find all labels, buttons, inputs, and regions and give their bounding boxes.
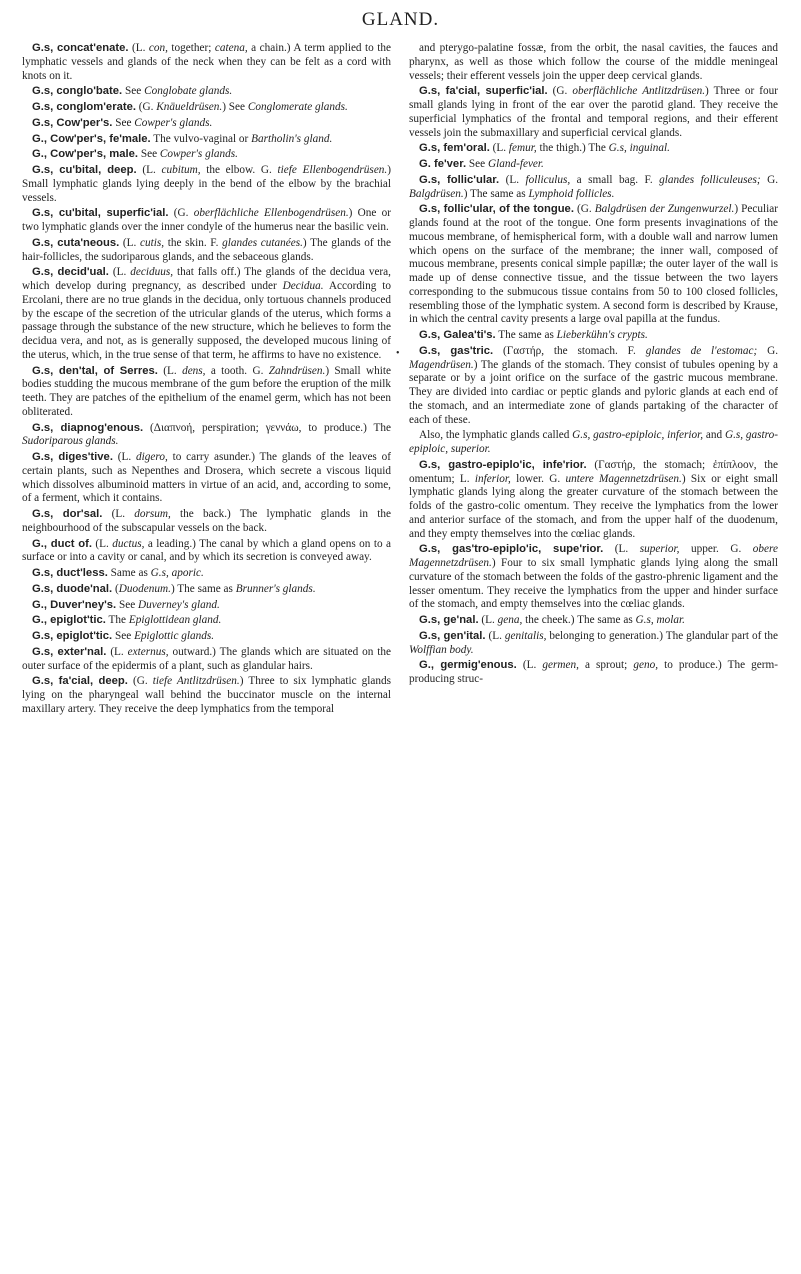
entry-text: (G.: [168, 207, 194, 220]
entry-text: See: [112, 116, 135, 129]
entry-text: Balgdrüsen der Zungenwurzel.: [594, 203, 735, 216]
entry-headword: G.s, follic'ular, of the tongue.: [419, 203, 574, 216]
entry-text: ) Small white bodies studding the mucous membrane of the gum before the eruption of the milk teeth. They are patches of the epithelium of the enamel germ, which has not been obliterated.: [22, 364, 392, 418]
entry-headword: G.s, exter'nal.: [32, 645, 107, 658]
entry-headword: G.s, gas'tro-epiplo'ic, supe'rior.: [419, 543, 604, 556]
entry-text: oberflächliche Ellenbogendrüsen.: [193, 207, 349, 220]
dictionary-entry: [409, 142, 778, 156]
running-head: GLAND.: [361, 9, 440, 30]
entry-headword: G. fe'ver.: [419, 158, 467, 170]
entry-text: the back.) The lymphatic glands in the neighbourhood of the subscapular vessels on the back.: [22, 508, 392, 534]
entry-text: ) The same as: [463, 187, 529, 200]
entry-headword: G., duct of.: [32, 537, 92, 550]
entry-text: G.s, aporic.: [150, 567, 204, 579]
entry-text: G.s, molar.: [635, 614, 685, 626]
dictionary-entry: [22, 646, 391, 674]
entry-text: to produce.) The germ-producing struc-: [409, 659, 778, 685]
entry-text: Knäueldrüsen.: [156, 101, 223, 113]
entry-headword: G.s, gen'ital.: [419, 629, 486, 642]
entry-text: (L.: [108, 266, 131, 279]
entry-text: Duverney's gland.: [138, 598, 220, 611]
entry-text: (L.: [478, 614, 498, 626]
entry-text: a small bag. F.: [570, 173, 660, 186]
entry-headword: G.s, den'tal, of Serres.: [32, 364, 158, 377]
entry-text: The: [105, 614, 129, 627]
entry-text: (: [112, 582, 119, 595]
entry-text: (L.: [157, 364, 183, 377]
entry-text: ) Three or four small glands lying in front of the ear over the parotid gland. They receive the superficial lymphatics of the frontal and temporal regions, and their efferent vessels join the submaxillary and superficial cervical glands.: [409, 85, 779, 139]
dictionary-entry: [22, 599, 391, 613]
entry-text: Conglobate glands.: [144, 85, 233, 98]
entry-text: See: [112, 630, 135, 642]
entry-text: Epiglottic glands.: [134, 630, 215, 642]
entry-text: digero,: [135, 451, 168, 463]
entry-text: ) Three to six lymphatic glands lying on the pharyngeal wall behind the buccinator muscle on the internal maxillary artery. They receive the deep lymphatics from the temporal: [22, 675, 391, 715]
entry-text: (Γαστήρ, the stomach; ἐπίπλοον, the omentum; L.: [409, 458, 778, 485]
dictionary-entry: [409, 429, 778, 457]
entry-text: that falls off.) The glands of the decidua vera, which develop during pregnancy, as described under: [22, 266, 391, 292]
entry-text: Brunner's glands.: [235, 582, 316, 595]
entry-headword: G., Duver'ney's.: [32, 598, 117, 611]
dictionary-entry: [22, 538, 391, 566]
entry-text: (G.: [547, 85, 573, 98]
dictionary-entry: [22, 451, 391, 506]
entry-text: ductus,: [112, 537, 145, 550]
entry-text: See: [466, 158, 488, 170]
entry-text: a leading.) The canal by which a gland opens on to a surface or into a cavity or canal, and by which its secretion is conveyed away.: [22, 537, 392, 564]
entry-text: G.s, gastro-epiploic, inferior,: [572, 429, 704, 442]
entry-text: (G.: [135, 101, 157, 113]
dictionary-entry: [22, 567, 391, 581]
entry-text: glandes de l'estomac;: [645, 344, 758, 357]
bullet-mark: •: [396, 348, 400, 359]
entry-text: ) Peculiar glands found at the root of the tongue. One form presents invaginations of the mucous membrane, of hemispherical form, with a double wall and narrow lumen which opens on the surface of the membrane; the inner wall, composed of mucous membrane, presents conical simple papillæ; the outer layer of the wall is made up of dense connective tissue, and the tissue between the two layers corresponding to the submucous tissue contains from 50 to 100 closed follicles, resembling those of the lymphatic system. A second form is described by Krause, in which the central cavity presents a large oval papilla at the fundus.: [409, 203, 779, 326]
entry-text: inferior,: [474, 472, 511, 485]
entry-headword: G.s, follic'ular.: [419, 173, 500, 186]
entry-headword: G.s, Cow'per's.: [32, 116, 113, 129]
entry-text: untere Magennetzdrüsen.: [565, 472, 682, 485]
entry-text: obere Magennetzdrüsen.: [409, 543, 778, 569]
entry-text: cubitum,: [161, 164, 201, 176]
entry-text: Bartholin's gland.: [251, 132, 333, 145]
entry-text: (L.: [485, 629, 505, 642]
entry-headword: G.s, gas'tric.: [419, 344, 494, 357]
dictionary-entry: [409, 630, 778, 658]
entry-text: G.: [760, 173, 779, 186]
dictionary-entry: [409, 659, 778, 687]
dictionary-entry: [22, 117, 391, 131]
entry-text: folliculus,: [525, 173, 571, 186]
entry-headword: G.s, gastro-epiplo'ic, infe'rior.: [419, 458, 587, 471]
entry-text: (L.: [112, 451, 136, 463]
entry-text: femur,: [508, 142, 537, 155]
entry-text: cutis,: [140, 236, 165, 249]
entry-text: dorsum,: [134, 508, 171, 520]
right-column: [409, 42, 778, 719]
entry-text: (L.: [106, 645, 128, 658]
entry-text: Same as: [107, 567, 151, 579]
entry-text: ) The glands of the hair-follicles, the sudoriparous glands, and the sebaceous glands.: [22, 236, 391, 263]
entry-text: outward.) The glands which are situated on the outer surface of the epidermis of a plant, such as glandular hairs.: [22, 645, 391, 672]
entry-text: Epiglottidean gland.: [128, 614, 222, 627]
entry-text: ) The glands of the stomach. They consist of tubules opening by a separate or by a joint orifice on the surface of the gastric mucous membrane. They are divided into cardiac or peptic glands and pyloric glands at each end of the stomach, and an intermediate zone of glands partaking of the character of each of these.: [409, 358, 778, 426]
dictionary-entry: [22, 133, 391, 147]
entry-headword: G., germig'enous.: [419, 659, 517, 672]
entry-text: Cowper's glands.: [134, 116, 213, 129]
entry-text: tiefe Ellenbogendrüsen.: [277, 164, 388, 176]
dictionary-entry: [22, 85, 391, 99]
entry-text: (L.: [119, 236, 140, 249]
entry-text: (Γαστήρ, the stomach. F.: [493, 344, 646, 357]
entry-text: (L.: [489, 142, 509, 155]
dictionary-entry: [409, 614, 778, 628]
two-column-body: [22, 42, 779, 719]
entry-text: Cowper's glands.: [159, 148, 238, 161]
entry-text: genitalis,: [504, 629, 547, 642]
entry-headword: G.s, conglo'bate.: [32, 85, 123, 98]
entry-text: Zahndrüsen.: [268, 364, 326, 377]
dictionary-entry: [409, 543, 778, 612]
dictionary-entry: [22, 583, 391, 597]
entry-text: Gland-fever.: [487, 158, 544, 170]
entry-text: See: [138, 148, 160, 161]
entry-text: con,: [148, 42, 168, 54]
entry-text: and pterygo-palatine fossæ, from the orbit, the nasal cavities, the fauces and pharynx, as well as those which follow the course of the middle meningeal vessels; their efferent vessels join the upper deep cervical glands.: [409, 42, 778, 82]
entry-text: a chain.) A term applied to the lymphatic vessels and glands of the neck when they can be felt as a cord with knots on it.: [22, 42, 391, 82]
entry-text: (Διαπνοή, perspiration; γεννάω, to produce.) The: [143, 421, 392, 434]
entry-headword: G.s, diapnog'enous.: [32, 421, 144, 434]
entry-text: gena,: [497, 614, 523, 626]
entry-text: ) Six or eight small lymphatic glands lying along the greater curvature of the stomach between the folds of the gastro-colic omentum. They receive the lymphatics from the lower and anterior surface of the stomach, and from the upper half of the duodenum, and they empty themselves into the cœliac glands.: [409, 472, 779, 540]
entry-text: the elbow. G.: [200, 164, 278, 176]
entry-text: the thigh.) The: [536, 142, 609, 155]
entry-text: ) One or two lymphatic glands over the inner condyle of the humerus near the basilic vein.: [22, 207, 392, 233]
entry-headword: G.s, dor'sal.: [32, 508, 103, 520]
dictionary-entry: [22, 675, 391, 716]
entry-text: G.s, gastro-epiploic, superior.: [409, 429, 778, 455]
entry-text: (G.: [573, 203, 595, 216]
entry-headword: G.s, diges'tive.: [32, 451, 113, 463]
entry-headword: G., Cow'per's, fe'male.: [32, 132, 151, 145]
entry-text: Lymphoid follicles.: [528, 187, 615, 200]
entry-text: Lieberkühn's crypts.: [556, 329, 648, 341]
entry-text: externus,: [127, 645, 169, 658]
entry-text: a sprout;: [578, 659, 634, 672]
entry-text: See: [116, 598, 139, 611]
entry-text: geno,: [633, 659, 659, 672]
entry-text: (L.: [91, 537, 113, 550]
dictionary-entry: [409, 174, 778, 202]
entry-headword: G., epiglot'tic.: [32, 614, 106, 627]
entry-headword: G.s, duode'nal.: [32, 582, 113, 595]
entry-text: germen,: [542, 659, 579, 672]
entry-text: ) See: [222, 101, 248, 113]
entry-headword: G.s, fa'cial, deep.: [32, 675, 128, 688]
entry-text: (L.: [499, 173, 526, 186]
dictionary-entry: [22, 148, 391, 162]
entry-text: and: [703, 429, 725, 442]
entry-text: ) The same as: [170, 582, 236, 595]
entry-text: Sudoriparous glands.: [22, 435, 119, 448]
entry-text: together;: [167, 42, 215, 54]
entry-headword: G., Cow'per's, male.: [32, 148, 139, 161]
entry-text: Duodenum.: [118, 582, 171, 595]
entry-text: a tooth. G.: [205, 364, 269, 377]
entry-text: See: [122, 85, 145, 98]
entry-text: belonging to generation.) The glandular part of the: [546, 629, 778, 642]
entry-text: tiefe Antlitzdrüsen.: [152, 675, 240, 688]
dictionary-entry: [22, 365, 391, 420]
entry-text: Also, the lymphatic glands called: [419, 429, 573, 442]
entry-text: (L.: [102, 508, 135, 520]
entry-text: The same as: [495, 329, 557, 341]
entry-text: (L.: [128, 42, 149, 54]
entry-text: catena,: [214, 42, 248, 54]
dictionary-entry: [409, 203, 778, 327]
dictionary-entry: [22, 614, 391, 628]
entry-text: The vulvo-vaginal or: [150, 132, 252, 145]
dictionary-entry: [22, 101, 391, 115]
entry-headword: G.s, fem'oral.: [419, 142, 490, 155]
entry-text: Balgdrüsen.: [409, 187, 464, 200]
dictionary-entry: [22, 164, 391, 205]
entry-text: (L.: [603, 543, 640, 556]
dictionary-entry: [22, 422, 391, 450]
entry-text: Magendrüsen.: [409, 358, 474, 371]
entry-text: upper. G.: [679, 543, 753, 556]
entry-headword: G.s, decid'ual.: [32, 266, 109, 279]
dictionary-entry: [409, 459, 778, 542]
dictionary-entry: [22, 207, 391, 235]
dictionary-entry: [22, 630, 391, 644]
entry-headword: G.s, concat'enate.: [32, 42, 129, 54]
entry-text: G.s, inguinal.: [608, 142, 670, 155]
entry-headword: G.s, conglom'erate.: [32, 101, 136, 113]
dictionary-entry: [22, 266, 391, 362]
dictionary-entry: [409, 158, 778, 172]
dictionary-entry: [409, 345, 778, 428]
entry-headword: G.s, cu'bital, superfic'ial.: [32, 207, 169, 220]
entry-text: deciduus,: [130, 266, 174, 279]
entry-text: to carry asunder.) The glands of the leaves of certain plants, such as Nepenthes and Drosera, which secrete a viscous liquid which dissolves albuminoid matters in virtue of an acid, and, according to some, of a ferment, which it contains.: [22, 451, 391, 505]
entry-text: superior,: [639, 543, 680, 556]
left-column: [22, 42, 391, 719]
entry-headword: G.s, fa'cial, superfic'ial.: [419, 85, 548, 98]
entry-headword: G.s, cu'bital, deep.: [32, 164, 137, 176]
entry-text: (L.: [136, 164, 162, 176]
entry-text: Wolffian body.: [409, 643, 474, 656]
entry-text: the cheek.) The same as: [522, 614, 636, 626]
entry-text: ) Four to six small lymphatic glands lying along the small curvature of the stomach between the folds of the gastro-phrenic ligament and the lesser omentum. They receive the lymphatics from the upper and hinder surface of the stomach, and empty themselves into the cœliac glands.: [409, 557, 778, 611]
dictionary-entry: [22, 42, 391, 83]
entry-text: According to Ercolani, there are no true glands in the decidua, only tortuous channels produced by the escape of the secretion of the utricular glands of the uterus, which forms a passage through the substance of the new structure, which he believes to form the decidua vera, and not, as is generally supposed, the developed mucous lining of the uterus, which, in the true sense of that term, he affirms to have no existence.: [22, 280, 391, 361]
dictionary-entry: [409, 329, 778, 343]
entry-text: Conglomerate glands.: [247, 101, 348, 113]
entry-text: dens,: [182, 364, 206, 377]
entry-headword: G.s, duct'less.: [32, 567, 108, 579]
entry-headword: G.s, ge'nal.: [419, 614, 479, 626]
entry-headword: G.s, epiglot'tic.: [32, 630, 113, 642]
entry-text: ) Small lymphatic glands lying deeply in the bend of the elbow by the brachial vessels.: [22, 164, 391, 204]
entry-text: Decidua.: [282, 280, 324, 292]
entry-headword: G.s, Galea'ti's.: [419, 329, 496, 341]
entry-text: glandes cutanées.: [222, 236, 303, 249]
entry-text: lower. G.: [510, 472, 566, 485]
entry-text: (G.: [127, 675, 153, 688]
dictionary-entry: [22, 508, 391, 536]
dictionary-entry: [409, 42, 778, 83]
entry-text: the skin. F.: [164, 236, 223, 249]
entry-text: (L.: [516, 659, 543, 672]
entry-text: glandes folliculeuses;: [659, 173, 761, 186]
entry-text: oberflächliche Antlitzdrüsen.: [572, 85, 706, 98]
entry-headword: G.s, cuta'neous.: [32, 236, 120, 249]
entry-text: G.: [757, 344, 779, 357]
dictionary-entry: [22, 237, 391, 265]
dictionary-entry: [409, 85, 778, 140]
